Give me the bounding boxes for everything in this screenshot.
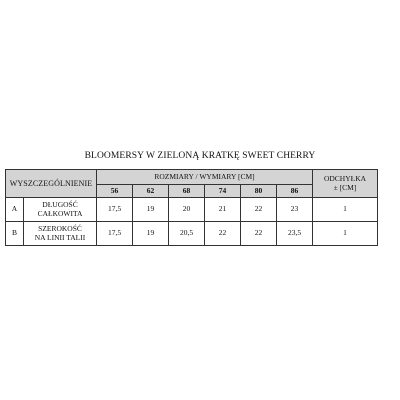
row-name-line1: SZEROKOŚĆ [38, 223, 82, 233]
row-name-line2: NA LINII TALII [34, 232, 86, 242]
tolerance-header-line1: ODCHYŁKA [323, 173, 367, 183]
size-header-74: 74 [205, 185, 241, 198]
table-cell: 22 [241, 222, 277, 246]
table-cell: 17,5 [97, 222, 133, 246]
document-title: BLOOMERSY W ZIELONĄ KRATKĘ SWEET CHERRY [84, 151, 316, 161]
tolerance-header [313, 170, 378, 198]
table-row [6, 222, 378, 246]
row-name [24, 198, 97, 222]
table-cell: 20 [169, 198, 205, 222]
table-cell: 23,5 [277, 222, 313, 246]
table-cell: 20,5 [169, 222, 205, 246]
tolerance-cell: 1 [313, 222, 378, 246]
size-header-62: 62 [133, 185, 169, 198]
size-header-68: 68 [169, 185, 205, 198]
table-cell: 23 [277, 198, 313, 222]
table-cell: 22 [241, 198, 277, 222]
spec-header: WYSZCZEGÓLNIENIE [6, 170, 97, 198]
table-cell: 19 [133, 198, 169, 222]
sizes-header: ROZMIARY / WYMIARY [CM] [97, 170, 313, 185]
table-cell: 21 [205, 198, 241, 222]
table-cell: 19 [133, 222, 169, 246]
row-name [24, 222, 97, 246]
row-name-line1: DŁUGOŚĆ [42, 199, 78, 209]
tolerance-header-line2: ± [CM] [333, 182, 357, 192]
size-header-56: 56 [97, 185, 133, 198]
table-row [6, 198, 378, 222]
size-header-86: 86 [277, 185, 313, 198]
row-letter: A [6, 198, 24, 222]
row-name-line2: CAŁKOWITA [37, 208, 83, 218]
table-cell: 22 [205, 222, 241, 246]
tolerance-cell: 1 [313, 198, 378, 222]
table-cell: 17,5 [97, 198, 133, 222]
size-table [5, 169, 378, 246]
row-letter: B [6, 222, 24, 246]
size-header-80: 80 [241, 185, 277, 198]
